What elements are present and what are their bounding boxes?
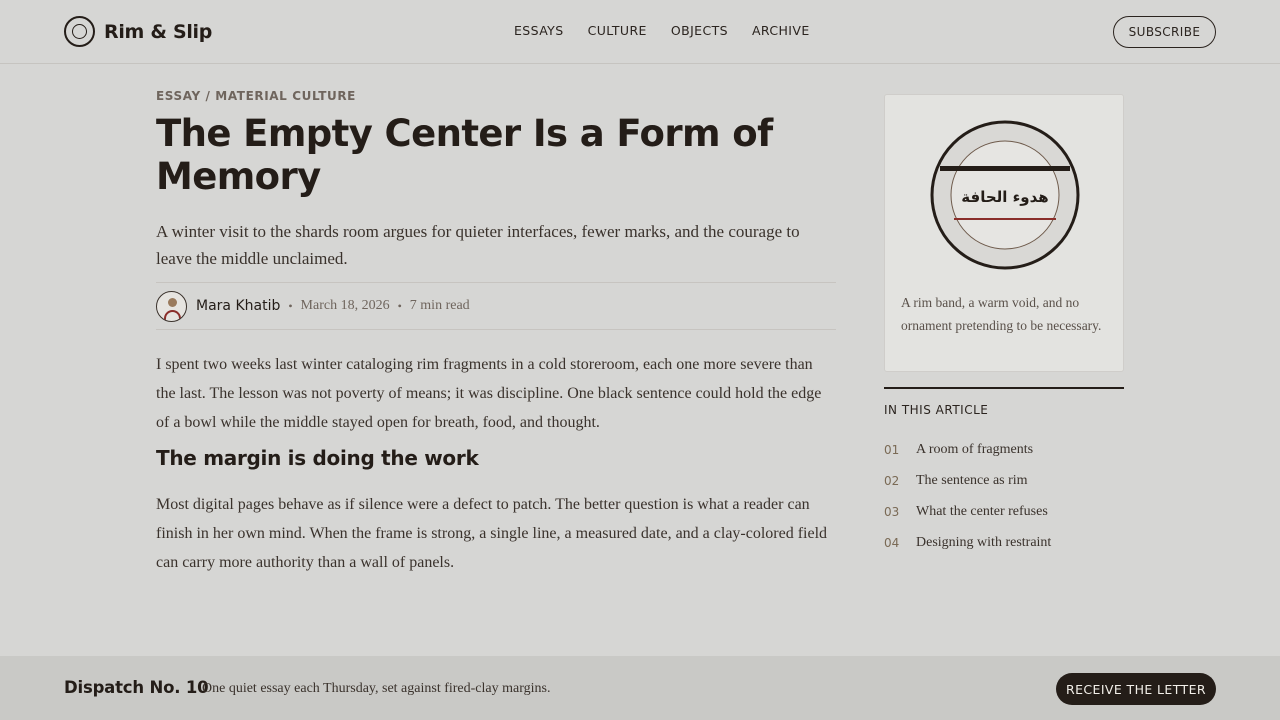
brand-name: Rim & Slip: [104, 20, 213, 43]
subscribe-button[interactable]: SUBSCRIBE: [1113, 16, 1216, 48]
toc-item[interactable]: [884, 496, 1124, 527]
toc-label: Designing with restraint: [916, 534, 1052, 550]
toc-item[interactable]: [884, 465, 1124, 496]
publish-date: March 18, 2026: [300, 298, 390, 313]
table-of-contents: [884, 434, 1124, 558]
plate-illustration: [930, 120, 1080, 270]
author-name[interactable]: Mara Khatib: [196, 298, 281, 314]
plate-ring-icon: [64, 16, 95, 47]
plate-inscription: هدوء الحافة: [961, 188, 1049, 206]
toc-item[interactable]: [884, 434, 1124, 465]
read-time: 7 min read: [409, 298, 470, 313]
meta-separator: •: [397, 298, 402, 313]
dispatch-note: One quiet essay each Thursday, set against fired-clay margins.: [202, 681, 551, 696]
toc-number: 03: [884, 504, 900, 519]
nav-objects[interactable]: OBJECTS: [670, 23, 728, 38]
toc-divider: [884, 387, 1124, 389]
receive-letter-button[interactable]: RECEIVE THE LETTER: [1056, 673, 1216, 705]
nav-culture[interactable]: CULTURE: [587, 23, 647, 38]
avatar-head: [168, 298, 177, 307]
site-header: [0, 0, 1280, 64]
nav-essays[interactable]: ESSAYS: [514, 23, 564, 38]
byline: [156, 282, 836, 330]
toc-number: 01: [884, 442, 900, 457]
brand-logo[interactable]: [64, 16, 212, 47]
body-paragraph-1: I spent two weeks last winter cataloging rim fragments in a cold storeroom, each one more severe than the last. The lesson was not poverty of means; it was discipline. One black sentence could hold the edge of a bowl while the middle stayed open for breath, food, and thought.: [156, 356, 822, 431]
clay-accent-line: [954, 218, 1056, 220]
toc-label: A room of fragments: [916, 441, 1034, 457]
body-paragraph-2: Most digital pages behave as if silence were a defect to patch. The better question is what a reader can finish in her own mind. When the frame is strong, a single line, a measured date, and a clay-colored field can carry more authority than a wall of panels.: [156, 496, 828, 571]
toc-number: 04: [884, 535, 900, 550]
section-heading: The margin is doing the work: [156, 446, 479, 470]
rim-band-line: [940, 166, 1070, 171]
toc-label: What the center refuses: [916, 503, 1048, 519]
main-nav: [514, 23, 810, 38]
toc-number: 02: [884, 473, 900, 488]
plate-caption: A rim band, a warm void, and no ornament pretending to be necessary.: [901, 295, 1102, 333]
article-title: The Empty Center Is a Form of Memory: [156, 112, 773, 198]
toc-label: The sentence as rim: [916, 472, 1028, 488]
toc-item[interactable]: [884, 527, 1124, 558]
article-dek: A winter visit to the shards room argues for quieter interfaces, fewer marks, and the courage to leave the middle unclaimed.: [156, 222, 800, 268]
meta-separator: •: [288, 298, 293, 313]
person-avatar-icon[interactable]: [156, 291, 187, 322]
nav-archive[interactable]: ARCHIVE: [751, 23, 810, 38]
dispatch-title: Dispatch No. 10: [64, 678, 209, 697]
toc-heading: IN THIS ARTICLE: [884, 403, 989, 417]
article-kicker[interactable]: ESSAY / MATERIAL CULTURE: [156, 89, 356, 103]
plate-card: [884, 94, 1124, 372]
avatar-body: [164, 310, 181, 322]
